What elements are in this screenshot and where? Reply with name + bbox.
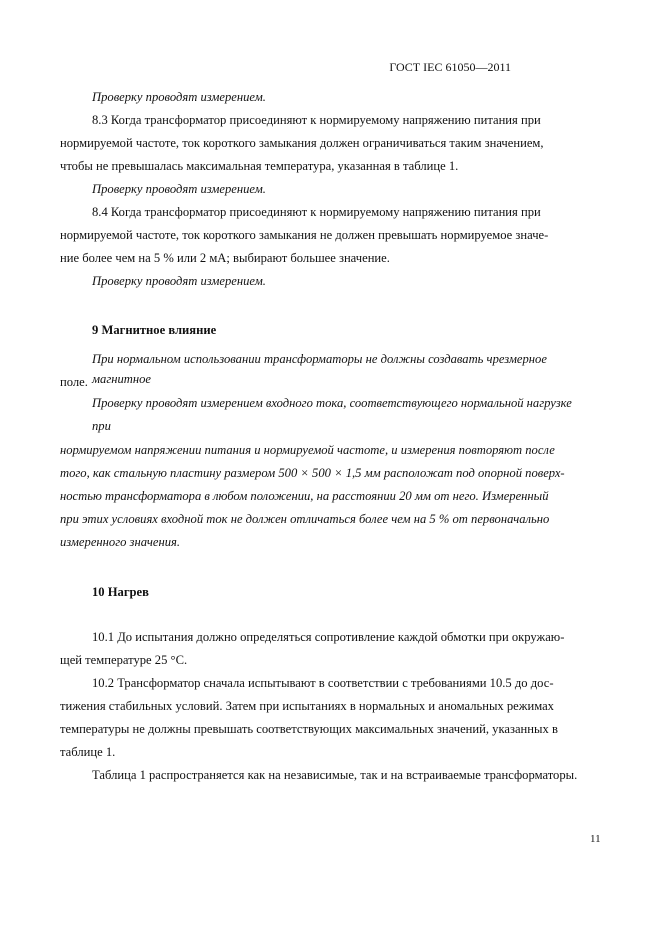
clause-8-4-line-2: нормируемой частоте, ток короткого замыкания не должен превышать нормируемое значе- <box>60 228 549 242</box>
section-9-para-2-line-3: того, как стальную пластину размером 500 × 500 × 1,5 мм расположат под опорной поверх- <box>60 466 565 480</box>
clause-8-3-line-1: 8.3 Когда трансформатор присоединяют к нормируемому напряжению питания при <box>92 113 541 127</box>
section-9-para-1-pole: поле. <box>60 375 88 389</box>
clause-8-3-line-3: чтобы не превышалась максимальная температура, указанная в таблице 1. <box>60 159 459 173</box>
section-9-para-2-pri: при <box>92 419 111 433</box>
clause-10-1-line-2: щей температуре 25 °С. <box>60 653 188 667</box>
paragraph-check-3: Проверку проводят измерением. <box>92 274 266 288</box>
section-9-para-2-line-4: ностью трансформатора в любом положении, на расстоянии 20 мм от него. Измеренный <box>60 489 549 503</box>
section-9-para-2-line-1: Проверку проводят измерением входного тока, соответствующего нормальной нагрузке <box>92 396 572 410</box>
clause-8-4-line-3: ние более чем на 5 % или 2 мА; выбирают большее значение. <box>60 251 390 265</box>
clause-10-2-line-3: температуры не должны превышать соответствующих максимальных значений, указанных в <box>60 722 558 736</box>
clause-8-3-line-2: нормируемой частоте, ток короткого замыкания должен ограничиваться таким значением, <box>60 136 544 150</box>
clause-10-1-line-1: 10.1 До испытания должно определяться сопротивление каждой обмотки при окружаю- <box>92 630 565 644</box>
page-number: 11 <box>590 833 601 845</box>
section-9-para-1-line-1: При нормальном использовании трансформаторы не должны создавать чрезмерное <box>92 352 547 366</box>
section-9-para-2-line-6: измеренного значения. <box>60 535 180 549</box>
section-9-para-2-line-5: при этих условиях входной ток не должен отличаться более чем на 5 % от первоначально <box>60 512 550 526</box>
paragraph-check-2: Проверку проводят измерением. <box>92 182 266 196</box>
section-9-para-2-line-2: нормируемом напряжении питания и нормируемой частоте, и измерения повторяют после <box>60 443 555 457</box>
document-header: ГОСТ IEC 61050—2011 <box>389 60 511 74</box>
clause-10-2-line-2: тижения стабильных условий. Затем при испытаниях в нормальных и аномальных режимах <box>60 699 554 713</box>
section-9-para-1-magnetic: магнитное <box>92 372 152 386</box>
section-9-heading: 9 Магнитное влияние <box>92 323 217 337</box>
clause-10-2-line-4: таблице 1. <box>60 745 116 759</box>
clause-8-4-line-1: 8.4 Когда трансформатор присоединяют к нормируемому напряжению питания при <box>92 205 541 219</box>
clause-10-2-line-1: 10.2 Трансформатор сначала испытывают в соответствии с требованиями 10.5 до дос- <box>92 676 554 690</box>
table-1-scope-paragraph: Таблица 1 распространяется как на независимые, так и на встраиваемые трансформаторы. <box>92 768 578 782</box>
section-10-heading: 10 Нагрев <box>92 585 149 599</box>
paragraph-check-1: Проверку проводят измерением. <box>92 90 266 104</box>
